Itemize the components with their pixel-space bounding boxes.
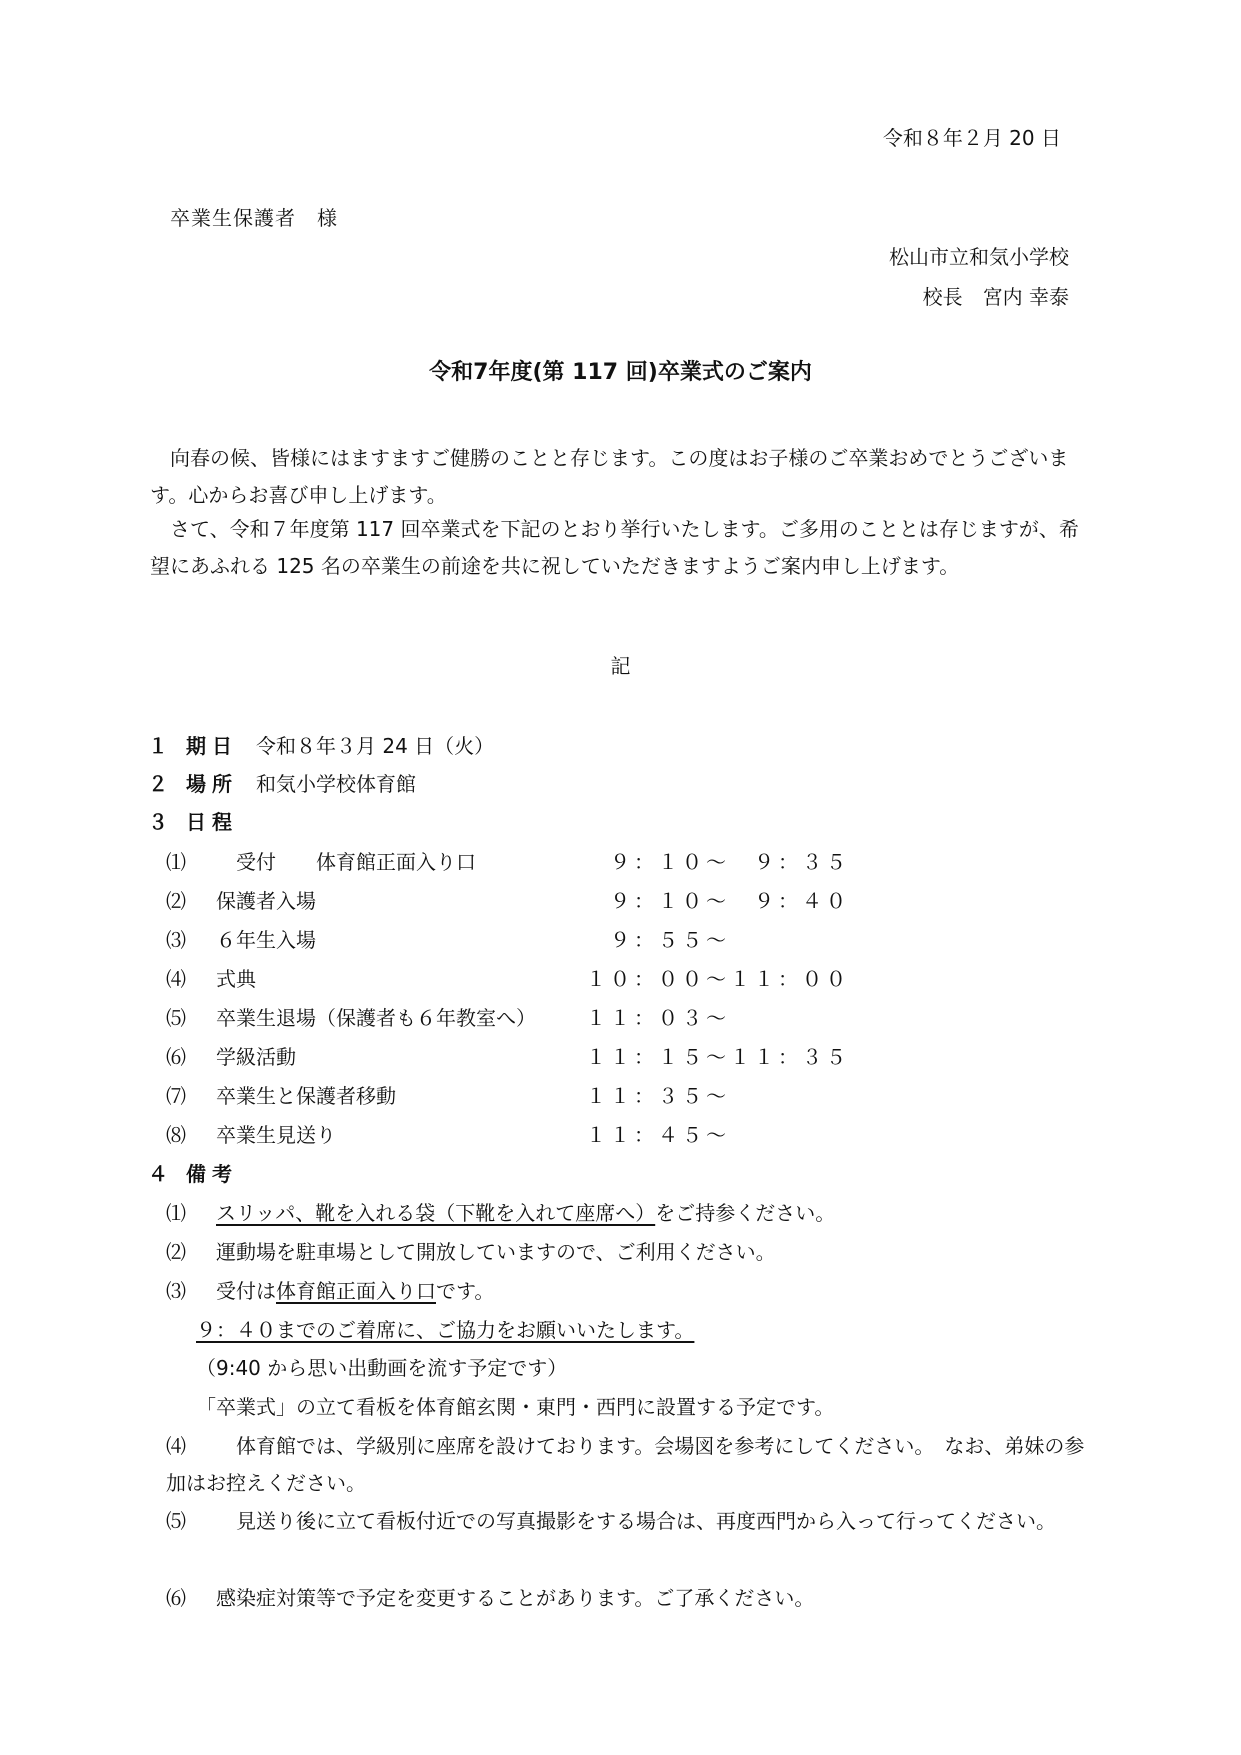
- signboard-note: 「卒業式」の立て看板を体育館玄関・東門・西門に設置する予定です。: [196, 1395, 835, 1419]
- principal-name: 校長 宮内 幸泰: [922, 285, 1069, 309]
- row-time: １１：１５～１１：３５: [586, 1045, 850, 1069]
- section-number: ２: [148, 772, 168, 796]
- section-number: ４: [148, 1162, 168, 1186]
- note-item: [166, 1503, 1086, 1540]
- greeting-paragraph: 向春の候、皆様にはますますご健勝のことと存じます。この度はお子様のご卒業おめでとうございます。心からお喜び申し上げます。: [150, 446, 1069, 507]
- note-text: をご持参ください。: [655, 1201, 836, 1225]
- event-venue: 和気小学校体育館: [256, 772, 416, 796]
- row-number: ⑵: [166, 889, 186, 913]
- section-date: [148, 736, 494, 756]
- addressee: 卒業生保護者 様: [170, 206, 338, 230]
- row-number: ⑺: [166, 1084, 186, 1108]
- section-label: 備考: [186, 1162, 238, 1186]
- ki-heading: 記: [610, 654, 631, 678]
- note-text: 受付は: [216, 1279, 276, 1303]
- row-item: 受付 体育館正面入り口: [216, 850, 476, 874]
- row-time: １０：００～１１：００: [586, 967, 850, 991]
- note-text: 体育館では、学級別に座席を設けております。会場図を参考にしてください。 なお、弟妹の参加はお控えください。: [166, 1434, 1085, 1495]
- row-item: 卒業生退場（保護者も６年教室へ）: [216, 1006, 536, 1030]
- section-label: 場所: [186, 772, 238, 796]
- note-number: ⑹: [166, 1586, 186, 1610]
- section-number: ３: [148, 810, 168, 834]
- note-item: [166, 1428, 1086, 1502]
- row-time: １１：４５～: [586, 1123, 730, 1147]
- note-text: 感染症対策等で予定を変更することがあります。ご了承ください。: [216, 1586, 815, 1610]
- row-number: ⑸: [166, 1006, 186, 1030]
- row-item: 保護者入場: [216, 889, 316, 913]
- underlined-text: スリッパ、靴を入れる袋（下靴を入れて座席へ）: [216, 1201, 656, 1225]
- event-date: 令和８年３月 24 日（火）: [256, 734, 495, 758]
- note-number: ⑸: [166, 1509, 186, 1533]
- section-label: 日程: [186, 810, 238, 834]
- video-note: （9:40 から思い出動画を流す予定です）: [196, 1356, 568, 1380]
- row-time: １１：３５～: [586, 1084, 730, 1108]
- section-venue: [148, 774, 416, 794]
- row-time: １１：０３～: [586, 1006, 730, 1030]
- page-title: 令和7年度(第 117 回)卒業式のご案内: [429, 360, 812, 385]
- note-number: ⑴: [166, 1201, 186, 1225]
- row-number: ⑴: [166, 850, 186, 874]
- row-time: ９：１０～ ９：４０: [586, 889, 850, 913]
- row-time: ９：１０～ ９：３５: [586, 850, 850, 874]
- row-item: 卒業生と保護者移動: [216, 1084, 396, 1108]
- section-schedule: [148, 812, 256, 832]
- row-number: ⑹: [166, 1045, 186, 1069]
- row-time: ９：５５～: [586, 928, 730, 952]
- section-number: １: [148, 734, 168, 758]
- row-item: 学級活動: [216, 1045, 296, 1069]
- note-number: ⑵: [166, 1240, 186, 1264]
- row-item: 式典: [216, 967, 256, 991]
- row-item: ６年生入場: [216, 928, 316, 952]
- row-item: 卒業生見送り: [216, 1123, 336, 1147]
- note-text: 運動場を駐車場として開放していますので、ご利用ください。: [216, 1240, 776, 1264]
- section-label: 期日: [186, 734, 238, 758]
- row-number: ⑷: [166, 967, 186, 991]
- seating-request: ９：４０までのご着席に、ご協力をお願いいたします。: [196, 1318, 695, 1342]
- row-number: ⑻: [166, 1123, 186, 1147]
- underlined-text: 体育館正面入り口: [276, 1279, 436, 1303]
- section-notes: [148, 1164, 256, 1184]
- row-number: ⑶: [166, 928, 186, 952]
- note-number: ⑷: [166, 1434, 186, 1458]
- school-name: 松山市立和気小学校: [889, 245, 1069, 269]
- note-number: ⑶: [166, 1279, 186, 1303]
- note-text: です。: [436, 1279, 495, 1303]
- document-date: 令和８年２月 20 日: [882, 126, 1061, 150]
- invitation-paragraph: さて、令和７年度第 117 回卒業式を下記のとおり挙行いたします。ご多用のこととは存じますが、希望にあふれる 125 名の卒業生の前途を共に祝していただきますようご案内申し上げます。: [150, 517, 1079, 578]
- note-text: 見送り後に立て看板付近での写真撮影をする場合は、再度西門から入って行ってください。: [216, 1509, 1056, 1533]
